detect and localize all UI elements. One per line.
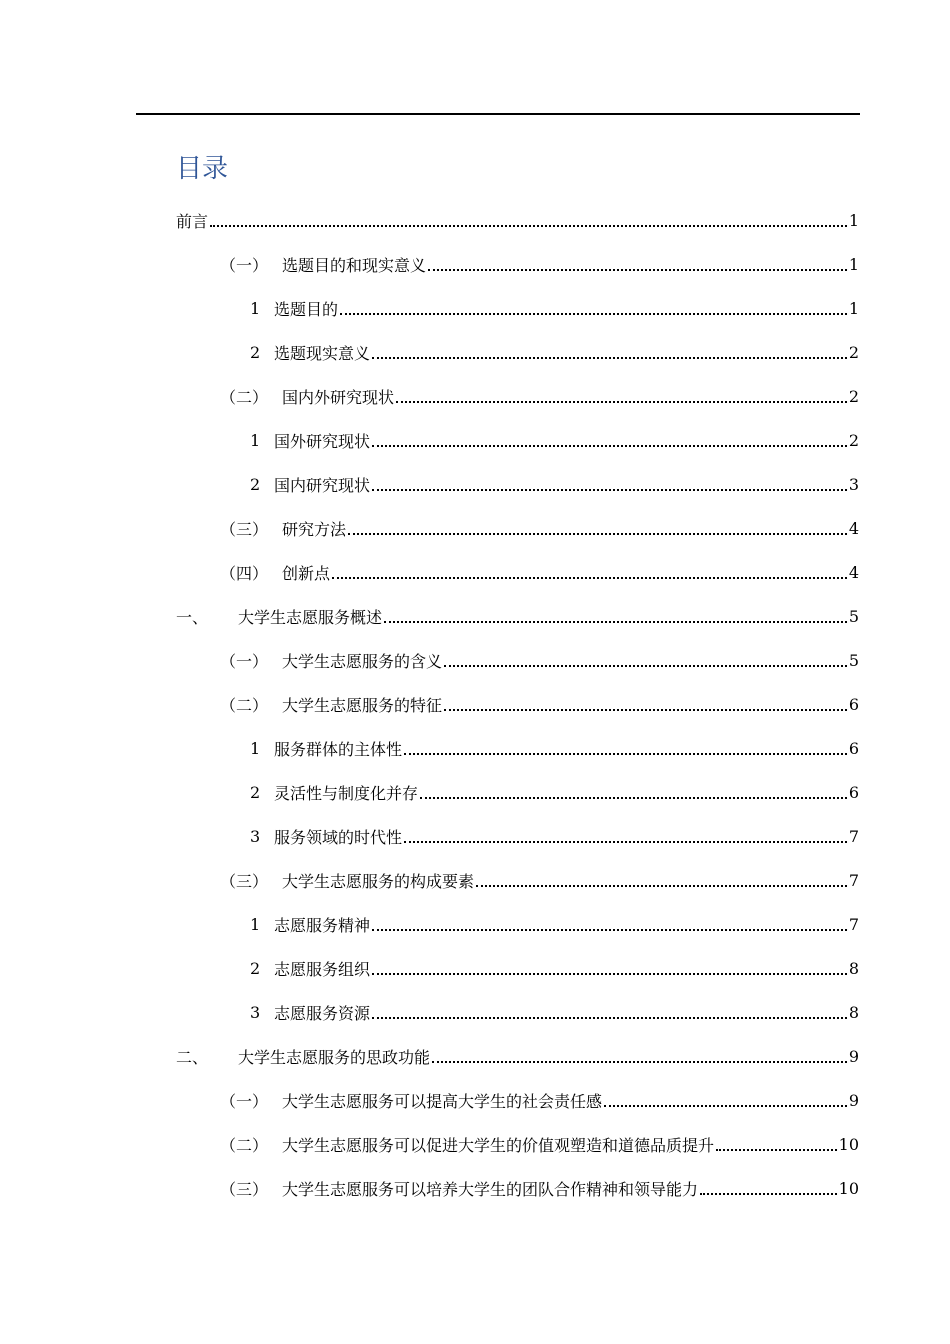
toc-dot-leader	[372, 473, 847, 491]
toc-entry-number: （二）	[220, 387, 269, 407]
toc-entry-page: 8	[848, 958, 859, 978]
toc-entry-page: 1	[848, 210, 859, 230]
toc-entry[interactable]	[176, 202, 859, 238]
toc-entry-page: 6	[848, 782, 859, 802]
toc-entry-number: （二）	[220, 1135, 269, 1155]
toc-entry[interactable]	[250, 422, 859, 458]
toc-entry[interactable]	[220, 554, 859, 590]
toc-dot-leader	[700, 1177, 837, 1195]
toc-dot-leader	[404, 737, 847, 755]
toc-entry[interactable]	[220, 510, 859, 546]
header-rule	[136, 113, 860, 115]
toc-entry[interactable]	[220, 246, 859, 282]
toc-entry-page: 1	[848, 298, 859, 318]
toc-dot-leader	[476, 869, 847, 887]
toc-dot-leader	[372, 913, 847, 931]
toc-entry-page: 4	[848, 562, 859, 582]
toc-dot-leader	[604, 1089, 847, 1107]
toc-entry-number: 2	[250, 342, 261, 362]
toc-entry[interactable]	[220, 1126, 859, 1162]
toc-entry-number: 1	[250, 298, 261, 318]
toc-entry-text: 研究方法	[282, 519, 347, 539]
toc-entry-number: 一、	[176, 607, 209, 627]
toc-entry[interactable]	[250, 994, 859, 1030]
toc-entry[interactable]	[220, 1170, 859, 1206]
toc-entry-page: 1	[848, 254, 859, 274]
toc-entry-text: 前言	[176, 211, 209, 231]
toc-dot-leader	[444, 693, 847, 711]
toc-entry[interactable]	[250, 906, 859, 942]
toc-entry-text: 选题目的	[274, 299, 339, 319]
toc-entry-number: 2	[250, 958, 261, 978]
toc-dot-leader	[372, 1001, 847, 1019]
toc-entry-number: 2	[250, 474, 261, 494]
toc-entry-page: 8	[848, 1002, 859, 1022]
toc-dot-leader	[420, 781, 847, 799]
toc-entry[interactable]	[250, 290, 859, 326]
toc-dot-leader	[372, 957, 847, 975]
toc-entry-page: 7	[848, 826, 859, 846]
toc-entry-number: 3	[250, 826, 261, 846]
toc-entry[interactable]	[250, 466, 859, 502]
toc-dot-leader	[384, 605, 847, 623]
toc-entry[interactable]	[250, 774, 859, 810]
toc-dot-leader	[428, 253, 847, 271]
toc-entry-text: 国内外研究现状	[282, 387, 395, 407]
toc-entry-page: 2	[848, 386, 859, 406]
toc-entry-text: 志愿服务精神	[274, 915, 371, 935]
toc-entry[interactable]	[220, 378, 859, 414]
toc-dot-leader	[444, 649, 847, 667]
toc-entry-number: 1	[250, 738, 261, 758]
toc-entry-number: （一）	[220, 1091, 269, 1111]
toc-entry-text: 创新点	[282, 563, 331, 583]
toc-entry-page: 6	[848, 694, 859, 714]
toc-entry-page: 5	[848, 650, 859, 670]
toc-entry-text: 大学生志愿服务的特征	[282, 695, 443, 715]
toc-entry-number: 二、	[176, 1047, 209, 1067]
toc-entry-number: 2	[250, 782, 261, 802]
toc-dot-leader	[432, 1045, 847, 1063]
toc-dot-leader	[332, 561, 847, 579]
toc-entry-number: （三）	[220, 871, 269, 891]
toc-entry-page: 2	[848, 430, 859, 450]
toc-dot-leader	[210, 209, 847, 227]
toc-entry-number: 1	[250, 914, 261, 934]
toc-dot-leader	[396, 385, 847, 403]
toc-entry-text: 志愿服务组织	[274, 959, 371, 979]
toc-entry[interactable]	[220, 642, 859, 678]
toc-entry-text: 服务领域的时代性	[274, 827, 403, 847]
toc-entry[interactable]	[250, 334, 859, 370]
toc-entry-text: 国外研究现状	[274, 431, 371, 451]
toc-entry-number: （一）	[220, 255, 269, 275]
toc-entry-page: 7	[848, 914, 859, 934]
toc-entry[interactable]	[220, 862, 859, 898]
toc-entry-text: 大学生志愿服务可以培养大学生的团队合作精神和领导能力	[282, 1179, 699, 1199]
toc-entry-text: 选题目的和现实意义	[282, 255, 427, 275]
toc-entry-page: 2	[848, 342, 859, 362]
toc-dot-leader	[372, 341, 847, 359]
toc-entry-text: 服务群体的主体性	[274, 739, 403, 759]
toc-dot-leader	[716, 1133, 837, 1151]
toc-entry[interactable]	[176, 1038, 859, 1074]
toc-dot-leader	[340, 297, 847, 315]
toc-entry-number: 3	[250, 1002, 261, 1022]
toc-entry-page: 7	[848, 870, 859, 890]
toc-entry-number: （一）	[220, 651, 269, 671]
toc-entry-text: 大学生志愿服务的构成要素	[282, 871, 475, 891]
toc-entry-number: （二）	[220, 695, 269, 715]
toc-entry-number: 1	[250, 430, 261, 450]
toc-entry-text: 大学生志愿服务的含义	[282, 651, 443, 671]
toc-entry-number: （三）	[220, 1179, 269, 1199]
toc-entry-text: 国内研究现状	[274, 475, 371, 495]
toc-entry-number: （四）	[220, 563, 269, 583]
toc-entry[interactable]	[220, 1082, 859, 1118]
toc-entry-text: 大学生志愿服务可以促进大学生的价值观塑造和道德品质提升	[282, 1135, 715, 1155]
toc-entry-page: 4	[848, 518, 859, 538]
toc-title: 目录	[176, 154, 229, 184]
toc-dot-leader	[372, 429, 847, 447]
toc-entry-page: 3	[848, 474, 859, 494]
toc-dot-leader	[404, 825, 847, 843]
toc-entry-page: 10	[838, 1134, 859, 1154]
toc-entry[interactable]	[220, 686, 859, 722]
toc-entry-text: 大学生志愿服务的思政功能	[238, 1047, 431, 1067]
toc-entry-text: 大学生志愿服务可以提高大学生的社会责任感	[282, 1091, 603, 1111]
toc-entry-page: 9	[848, 1046, 859, 1066]
toc-entry-text: 灵活性与制度化并存	[274, 783, 419, 803]
toc-dot-leader	[348, 517, 847, 535]
toc-entry[interactable]	[250, 818, 859, 854]
toc-entry-page: 9	[848, 1090, 859, 1110]
toc-entry-text: 选题现实意义	[274, 343, 371, 363]
toc-entry-text: 大学生志愿服务概述	[238, 607, 383, 627]
toc-entry[interactable]	[250, 950, 859, 986]
toc-entry-page: 10	[838, 1178, 859, 1198]
toc-entry-text: 志愿服务资源	[274, 1003, 371, 1023]
toc-entry[interactable]	[250, 730, 859, 766]
toc-entry[interactable]	[176, 598, 859, 634]
toc-entry-page: 6	[848, 738, 859, 758]
toc-entry-page: 5	[848, 606, 859, 626]
toc-entry-number: （三）	[220, 519, 269, 539]
